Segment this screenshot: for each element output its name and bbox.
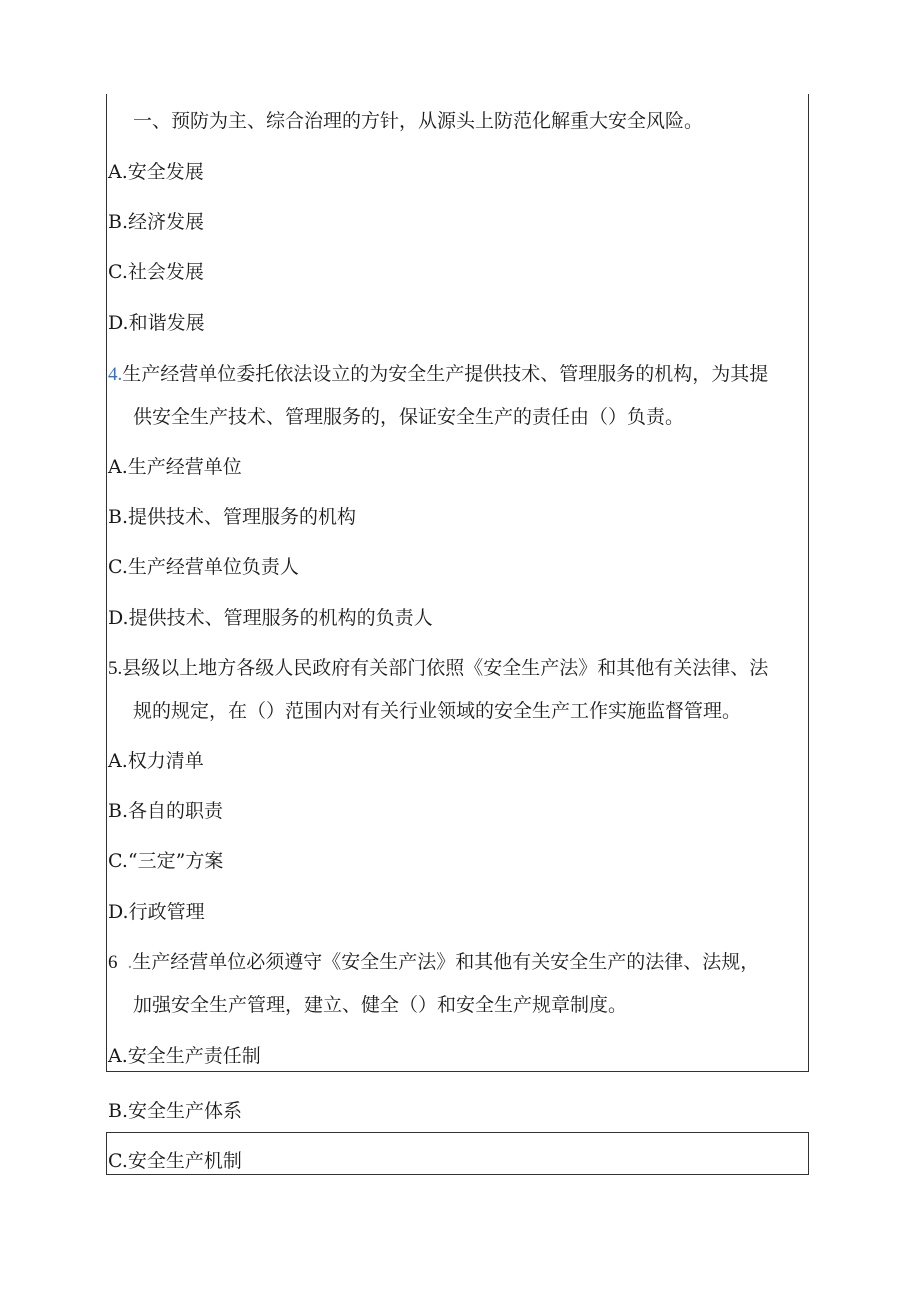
question-number: 4. (108, 364, 123, 385)
q6-option-c: C.安全生产机制 (108, 1150, 242, 1172)
question-text: 生产经营单位委托依法设立的为安全生产提供技术、管理服务的机构，为其提 (122, 363, 769, 385)
q4-option-c: C.生产经营单位负责人 (108, 556, 299, 578)
question-4-cont: 供安全生产技术、管理服务的，保证安全生产的责任由（）负责。 (133, 406, 685, 428)
q4-option-b: B.提供技术、管理服务的机构 (108, 506, 357, 528)
q5-option-c: C.“三定”方案 (108, 850, 224, 872)
question-number: 6 (108, 952, 118, 973)
question-6 (108, 950, 759, 975)
intro-option-a: A.安全发展 (108, 161, 204, 183)
q6-option-b: B.安全生产体系 (108, 1100, 243, 1122)
q6-option-a: A.安全生产责任制 (108, 1045, 261, 1067)
question-4 (108, 362, 768, 387)
q4-option-a: A.生产经营单位 (108, 456, 242, 478)
question-number: 5. (108, 658, 123, 679)
question-5-cont: 规的规定，在（）范围内对有关行业领域的安全生产工作实施监督管理。 (133, 700, 742, 722)
question-dot: . (127, 952, 133, 973)
q5-option-b: B.各自的职责 (108, 800, 224, 822)
question-6-cont: 加强安全生产管理，建立、健全（）和安全生产规章制度。 (133, 994, 628, 1016)
intro-option-b: B.经济发展 (108, 211, 205, 233)
q5-option-a: A.权力清单 (108, 750, 204, 772)
intro-option-d: D.和谐发展 (108, 312, 205, 334)
q4-option-d: D.提供技术、管理服务的机构的负责人 (108, 607, 433, 629)
table-box-main (106, 94, 809, 1072)
question-text: 生产经营单位必须遵守《安全生产法》和其他有关安全生产的法律、法规， (132, 951, 760, 973)
q5-option-d: D.行政管理 (108, 901, 205, 923)
intro-option-c: C.社会发展 (108, 261, 204, 283)
intro-text: 一、预防为主、综合治理的方针，从源头上防范化解重大安全风险。 (133, 110, 704, 132)
question-5 (108, 656, 768, 681)
question-text: 县级以上地方各级人民政府有关部门依照《安全生产法》和其他有关法律、法 (122, 657, 769, 679)
